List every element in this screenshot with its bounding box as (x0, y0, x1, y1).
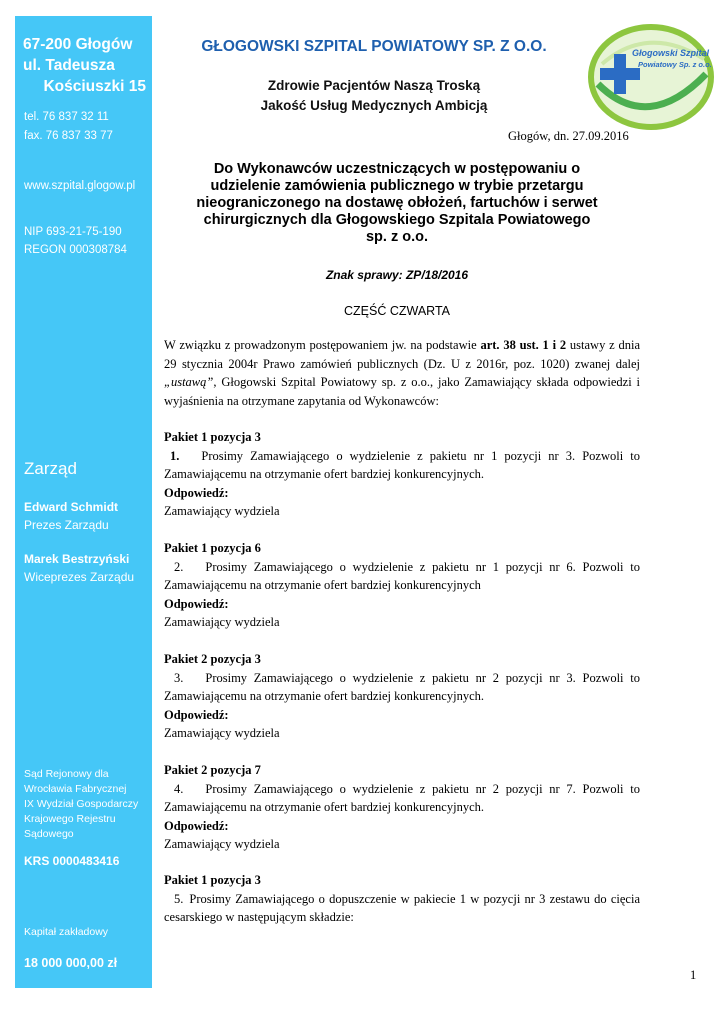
title-line: udzielenie zamówienia publicznego w trybie przetargu (210, 178, 584, 194)
answer-label: Odpowiedź: (164, 707, 229, 722)
vice-president (24, 550, 134, 586)
logo-text-2: Powiatowy Sp. z o.o. (638, 60, 712, 69)
item-question-text: Prosimy Zamawiającego o wydzielenie z pakietu nr 2 pozycji nr 7. Pozwoli to Zamawiającemu na otrzymanie ofert bardziej konkurencyjnych. (164, 781, 640, 814)
hospital-logo (588, 24, 714, 130)
item-answer: Zamawiający wydziela (164, 615, 280, 629)
part-heading: CZĘŚĆ CZWARTA (343, 304, 451, 318)
item-heading: Pakiet 1 pozycja 3 (164, 873, 261, 887)
address-line-2: ul. Tadeusza (23, 57, 115, 74)
answer-label: Odpowiedź: (164, 596, 229, 611)
capital-value: 18 000 000,00 zł (24, 956, 118, 970)
intro-term: „ustawą” (164, 375, 214, 389)
court-line: Wrocławia Fabrycznej (24, 783, 127, 795)
qa-item (164, 650, 640, 743)
court-line: Sąd Rejonowy dla (24, 768, 109, 780)
fax: fax. 76 837 33 77 (24, 130, 113, 142)
address-line-1: 67-200 Głogów (23, 36, 133, 53)
qa-item (164, 539, 640, 632)
item-heading: Pakiet 1 pozycja 3 (164, 430, 261, 444)
court-registry (24, 767, 150, 842)
title-line: sp. z o.o. (365, 229, 429, 245)
motto-line-1: Zdrowie Pacjentów Naszą Troską (267, 78, 481, 93)
item-question (164, 447, 640, 484)
title-line: nieograniczonego na dostawę obłożeń, fartuchów i serwet (196, 195, 598, 211)
qa-item (164, 761, 640, 854)
intro-text: W związku z prowadzonym postępowaniem jw. na podstawie (164, 338, 481, 352)
item-answer: Zamawiający wydziela (164, 504, 280, 518)
telephone: tel. 76 837 32 11 (24, 111, 109, 123)
motto-line-2: Jakość Usług Medycznych Ambicją (260, 98, 488, 113)
president-name: Edward Schmidt (24, 500, 119, 514)
vice-president-role: Wiceprezes Zarządu (24, 570, 135, 584)
item-number: 4. (174, 781, 184, 796)
president-role: Prezes Zarządu (24, 518, 109, 532)
item-number: 2. (174, 559, 184, 574)
document-title (172, 161, 622, 246)
title-line: chirurgicznych dla Głogowskiego Szpitala Powiatowego (203, 212, 591, 228)
board-heading: Zarząd (24, 459, 77, 478)
answer-label: Odpowiedź: (164, 485, 229, 500)
item-question-text: Prosimy Zamawiającego o wydzielenie z pakietu nr 1 pozycji nr 6. Pozwoli to Zamawiającemu na otrzymanie ofert bardziej konkurencyjnych (164, 559, 640, 592)
address-line-3: Kościuszki 15 (43, 78, 146, 95)
intro-paragraph (164, 336, 640, 410)
item-heading: Pakiet 2 pozycja 7 (164, 763, 261, 777)
nip: NIP 693-21-75-190 (24, 226, 122, 238)
item-number: 5. (174, 891, 184, 906)
website-link[interactable]: www.szpital.glogow.pl (24, 180, 136, 192)
intro-legal-basis: art. 38 ust. 1 i 2 (480, 338, 567, 352)
hospital-name: GŁOGOWSKI SZPITAL POWIATOWY SP. Z O.O. (201, 38, 547, 55)
address (23, 34, 147, 97)
page-number: 1 (690, 968, 697, 982)
item-answer: Zamawiający wydziela (164, 726, 280, 740)
krs-number: KRS 0000483416 (24, 854, 120, 868)
item-number: 1. (170, 448, 180, 463)
item-question-text: Prosimy Zamawiającego o wydzielenie z pakietu nr 1 pozycji nr 3. Pozwoli to Zamawiającemu na otrzymanie ofert bardziej konkurencyjnych. (164, 448, 640, 481)
president (24, 498, 118, 534)
item-question-text: Prosimy Zamawiającego o dopuszczenie w pakiecie 1 w pozycji nr 3 zestawu do cięcia cesarskiego w następującym składzie: (164, 891, 640, 924)
intro-text: , Głogowski Szpital Powiatowy sp. z o.o., jako Zamawiający składa odpowiedzi i wyjaśnienia na otrzymane zapytania od Wykonawców: (164, 375, 640, 408)
document-date: Głogów, dn. 27.09.2016 (508, 129, 629, 143)
item-question (164, 890, 640, 927)
qa-item (164, 428, 640, 521)
intro-text: ustawy z dnia 29 stycznia 2004r Prawo zamówień publicznych (Dz. U z 2016r, poz. 1020) zwanej dalej (164, 338, 640, 371)
vice-president-name: Marek Bestrzyński (24, 552, 130, 566)
title-line: Do Wykonawców uczestniczących w postępowaniu o (213, 161, 581, 177)
case-number: Znak sprawy: ZP/18/2016 (325, 268, 469, 282)
capital-label: Kapitał zakładowy (24, 926, 109, 938)
item-heading: Pakiet 2 pozycja 3 (164, 652, 261, 666)
regon: REGON 000308784 (24, 244, 127, 256)
item-heading: Pakiet 1 pozycja 6 (164, 541, 261, 555)
item-question (164, 558, 640, 595)
court-line: Sądowego (24, 828, 74, 840)
item-question (164, 669, 640, 706)
item-number: 3. (174, 670, 184, 685)
answer-label: Odpowiedź: (164, 818, 229, 833)
logo-text-1: Głogowski Szpital (632, 48, 710, 58)
sidebar (15, 16, 152, 988)
qa-item (164, 871, 640, 927)
court-line: IX Wydział Gospodarczy (24, 798, 139, 810)
court-line: Krajowego Rejestru (24, 813, 116, 825)
item-answer: Zamawiający wydziela (164, 837, 280, 851)
item-question-text: Prosimy Zamawiającego o wydzielenie z pakietu nr 2 pozycji nr 3. Pozwoli to Zamawiającemu na otrzymanie ofert bardziej konkurencyjnych. (164, 670, 640, 703)
item-question (164, 780, 640, 817)
